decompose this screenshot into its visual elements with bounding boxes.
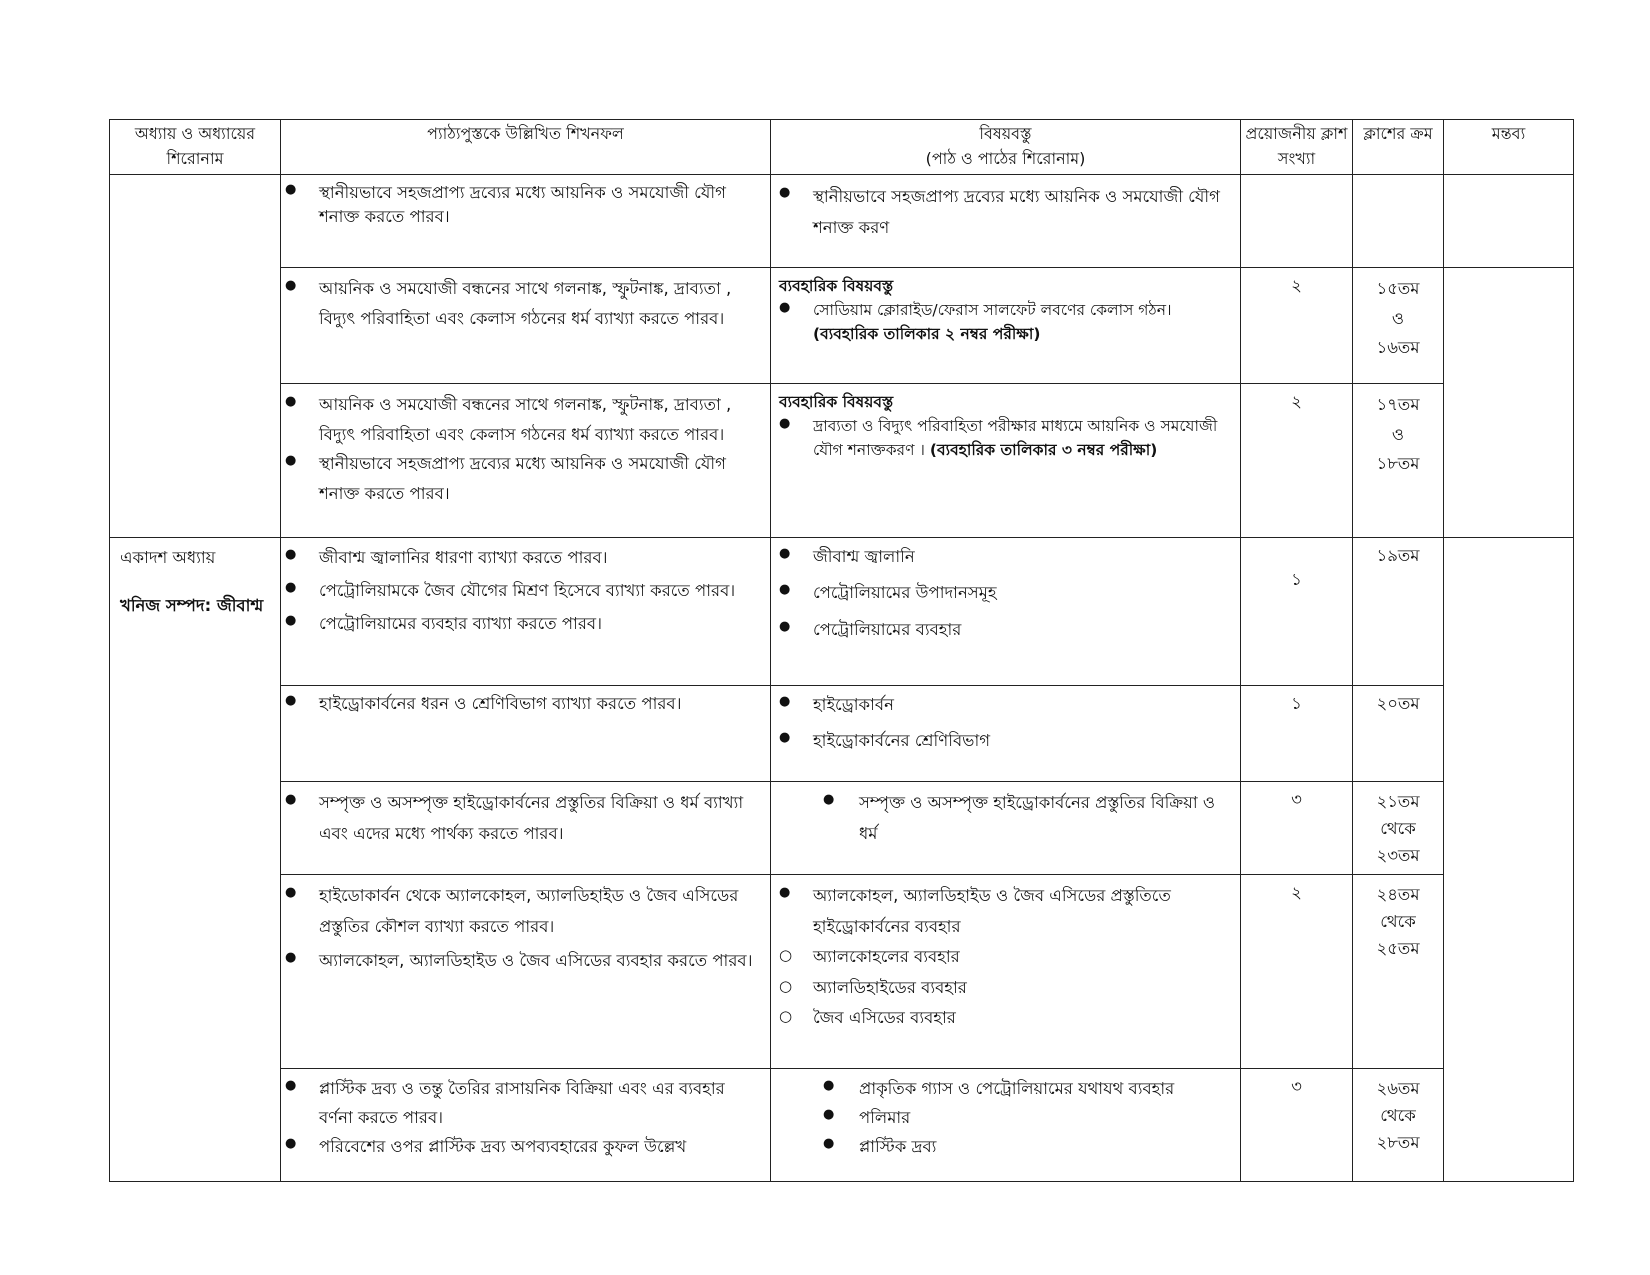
outcomes-cell xyxy=(281,175,771,268)
table-row xyxy=(110,384,1574,538)
table-row xyxy=(110,1069,1574,1182)
outcomes-cell xyxy=(281,268,771,384)
remarks-cell xyxy=(1444,538,1574,1182)
content-note: (ব্যবহারিক তালিকার ২ নম্বর পরীক্ষা) xyxy=(813,325,1041,344)
content-heading: ব্যবহারিক বিষয়বস্তু xyxy=(779,393,894,411)
list-item: ● পেট্রোলিয়ামের উপাদানসমূহ xyxy=(775,580,1232,606)
list-item: ● হাইড্রোকার্বনের ধরন ও শ্রেণিবিভাগ ব্যাখ্যা করতে পারব। xyxy=(281,692,760,716)
class-order-line: ২৮তম xyxy=(1376,1133,1420,1153)
class-order-cell xyxy=(1353,175,1444,268)
classes-needed-cell: ২ xyxy=(1241,268,1353,384)
list-item: ● পরিবেশের ওপর প্লাস্টিক দ্রব্য অপব্যবহারের কুফল উল্লেখ xyxy=(281,1133,760,1162)
list-item: ● স্থানীয়ভাবে সহজপ্রাপ্য দ্রব্যের মধ্যে আয়নিক ও সমযোজী যৌগ শনাক্ত করতে পারব। xyxy=(281,181,760,229)
list-item: ● অ্যালকোহল, অ্যালডিহাইড ও জৈব এসিডের ব্যবহার করতে পারব। xyxy=(281,946,760,977)
outcomes-cell xyxy=(281,875,771,1069)
remarks-cell xyxy=(1444,268,1574,538)
classes-needed-cell: ৩ xyxy=(1241,1069,1353,1182)
class-order-cell: ১৯তম xyxy=(1353,538,1444,686)
class-order-cell xyxy=(1353,1069,1444,1182)
list-item: ● প্রাকৃতিক গ্যাস ও পেট্রোলিয়ামের যথাযথ ব্যবহার xyxy=(775,1075,1232,1104)
class-order-line: ২৪তম xyxy=(1376,885,1420,904)
classes-needed-cell: ২ xyxy=(1241,875,1353,1069)
table-row xyxy=(110,782,1574,875)
list-item xyxy=(775,414,1232,462)
list-item: ● সোডিয়াম ক্লোরাইড/ফেরাস সালফেট লবণের কেলাস গঠন। xyxy=(775,298,1232,322)
class-order-line: ও xyxy=(1391,308,1405,328)
content-cell xyxy=(771,538,1241,686)
table-row xyxy=(110,268,1574,384)
class-order-line: ১৮তম xyxy=(1376,454,1420,474)
class-order-line: থেকে xyxy=(1380,1106,1416,1126)
class-order-cell xyxy=(1353,782,1444,875)
content-text: দ্রাব্যতা ও বিদ্যুৎ পরিবাহিতা পরীক্ষার মাধ্যমে আয়নিক ও সমযোজী যৌগ শনাক্তকরণ । xyxy=(813,417,1218,460)
header-row xyxy=(110,120,1574,175)
classes-needed-cell xyxy=(1241,175,1353,268)
list-item: ● অ্যালকোহল, অ্যালডিহাইড ও জৈব এসিডের প্রস্তুতিতে হাইড্রোকার্বনের ব্যবহার xyxy=(775,881,1232,942)
class-order-line: ১৫তম xyxy=(1376,279,1420,298)
content-note: (ব্যবহারিক তালিকার ৩ নম্বর পরীক্ষা) xyxy=(929,441,1158,460)
list-item: ● পেট্রোলিয়ামের ব্যবহার ব্যাখ্যা করতে পারব। xyxy=(281,610,760,639)
outcomes-cell xyxy=(281,538,771,686)
chapter-title: খনিজ সম্পদ: জীবাশ্ম xyxy=(120,595,264,615)
header-classes-needed: প্রয়োজনীয় ক্লাশ সংখ্যা xyxy=(1241,120,1353,175)
list-item: ● স্থানীয়ভাবে সহজপ্রাপ্য দ্রব্যের মধ্যে আয়নিক ও সমযোজী যৌগ শনাক্ত করণ xyxy=(775,181,1232,244)
list-item: ● পলিমার xyxy=(775,1104,1232,1133)
list-item: ● জীবাশ্ম জ্বালানি xyxy=(775,544,1232,570)
list-item: ● হাইড্রোকার্বনের শ্রেণিবিভাগ xyxy=(775,728,1232,754)
class-order-cell: ২০তম xyxy=(1353,686,1444,782)
header-content xyxy=(771,120,1241,175)
list-item: ● হাইড্রোকার্বন xyxy=(775,692,1232,718)
list-item: ● পেট্রোলিয়ামের ব্যবহার xyxy=(775,617,1232,643)
class-order-cell xyxy=(1353,384,1444,538)
list-item: ● স্থানীয়ভাবে সহজপ্রাপ্য দ্রব্যের মধ্যে আয়নিক ও সমযোজী যৌগ শনাক্ত করতে পারব। xyxy=(281,449,760,508)
remarks-cell xyxy=(1444,175,1574,268)
header-class-order: ক্লাশের ক্রম xyxy=(1353,120,1444,175)
class-order-line: ২৩তম xyxy=(1376,846,1420,866)
list-item: ● জীবাশ্ম জ্বালানির ধারণা ব্যাখ্যা করতে পারব। xyxy=(281,544,760,573)
header-content-title: বিষয়বস্তু xyxy=(979,124,1032,143)
class-order-line: থেকে xyxy=(1380,912,1416,932)
class-order-line: ২৬তম xyxy=(1376,1079,1420,1098)
content-heading: ব্যবহারিক বিষয়বস্তু xyxy=(779,277,894,295)
outcomes-cell xyxy=(281,782,771,875)
list-item: ● আয়নিক ও সমযোজী বন্ধনের সাথে গলনাঙ্ক, স্ফুটনাঙ্ক, দ্রাব্যতা , বিদ্যুৎ পরিবাহিতা এবং কেলাস গঠনের ধর্ম ব্যাখ্যা করতে পারব। xyxy=(281,274,760,333)
list-item: ● হাইডোকার্বন থেকে অ্যালকোহল, অ্যালডিহাইড ও জৈব এসিডের প্রস্তুতির কৌশল ব্যাখ্যা করতে পারব। xyxy=(281,881,760,942)
class-order-cell xyxy=(1353,268,1444,384)
table-row xyxy=(110,875,1574,1069)
class-order-line: ১৭তম xyxy=(1376,395,1420,414)
list-item: ○ জৈব এসিডের ব্যবহার xyxy=(775,1003,1232,1034)
header-outcomes: প্যাঠ্যপুস্তকে উল্লিখিত শিখনফল xyxy=(281,120,771,175)
content-cell xyxy=(771,686,1241,782)
content-cell xyxy=(771,782,1241,875)
content-cell xyxy=(771,268,1241,384)
outcomes-cell xyxy=(281,686,771,782)
class-order-line: ২৫তম xyxy=(1376,939,1420,959)
class-order-line: ও xyxy=(1391,424,1405,444)
content-cell xyxy=(771,875,1241,1069)
header-content-sub: (পাঠ ও পাঠের শিরোনাম) xyxy=(925,148,1086,168)
list-item: ○ অ্যালডিহাইডের ব্যবহার xyxy=(775,973,1232,1004)
table-row xyxy=(110,538,1574,686)
table-row xyxy=(110,175,1574,268)
classes-needed-cell: ১ xyxy=(1241,686,1353,782)
classes-needed-cell: ৩ xyxy=(1241,782,1353,875)
chapter-number: একাদশ অধ্যায় xyxy=(120,548,216,567)
chapter-cell xyxy=(110,175,281,538)
header-chapter: অধ্যায় ও অধ্যায়ের শিরোনাম xyxy=(110,120,281,175)
classes-needed-cell: ১ xyxy=(1241,538,1353,686)
list-item: ● পেট্রোলিয়ামকে জৈব যৌগের মিশ্রণ হিসেবে ব্যাখ্যা করতে পারব। xyxy=(281,577,760,606)
outcomes-cell xyxy=(281,384,771,538)
classes-needed-cell: ২ xyxy=(1241,384,1353,538)
content-cell xyxy=(771,175,1241,268)
list-item: ● আয়নিক ও সমযোজী বন্ধনের সাথে গলনাঙ্ক, স্ফুটনাঙ্ক, দ্রাব্যতা , বিদ্যুৎ পরিবাহিতা এবং কেলাস গঠনের ধর্ম ব্যাখ্যা করতে পারব। xyxy=(281,390,760,449)
header-remarks: মন্তব্য xyxy=(1444,120,1574,175)
class-order-line: ২১তম xyxy=(1376,792,1420,811)
list-item: ● সম্পৃক্ত ও অসম্পৃক্ত হাইড্রোকার্বনের প্রস্তুতির বিক্রিয়া ও ধর্ম ব্যাখ্যা এবং এদের মধ্যে পার্থক্য করতে পারব। xyxy=(281,788,760,849)
list-item: ○ অ্যালকোহলের ব্যবহার xyxy=(775,942,1232,973)
list-item: ● সম্পৃক্ত ও অসম্পৃক্ত হাইড্রোকার্বনের প্রস্তুতির বিক্রিয়া ও ধর্ম xyxy=(775,788,1232,849)
content-cell xyxy=(771,1069,1241,1182)
table-row xyxy=(110,686,1574,782)
list-item: ● প্লাস্টিক দ্রব্য ও তন্তু তৈরির রাসায়নিক বিক্রিয়া এবং এর ব্যবহার বর্ণনা করতে পারব। xyxy=(281,1075,760,1133)
lesson-plan-table xyxy=(109,119,1574,1182)
content-cell xyxy=(771,384,1241,538)
chapter-cell xyxy=(110,538,281,1182)
outcomes-cell xyxy=(281,1069,771,1182)
class-order-line: ১৬তম xyxy=(1376,338,1420,358)
class-order-line: থেকে xyxy=(1380,819,1416,839)
list-item: ● প্লাস্টিক দ্রব্য xyxy=(775,1133,1232,1162)
class-order-cell xyxy=(1353,875,1444,1069)
